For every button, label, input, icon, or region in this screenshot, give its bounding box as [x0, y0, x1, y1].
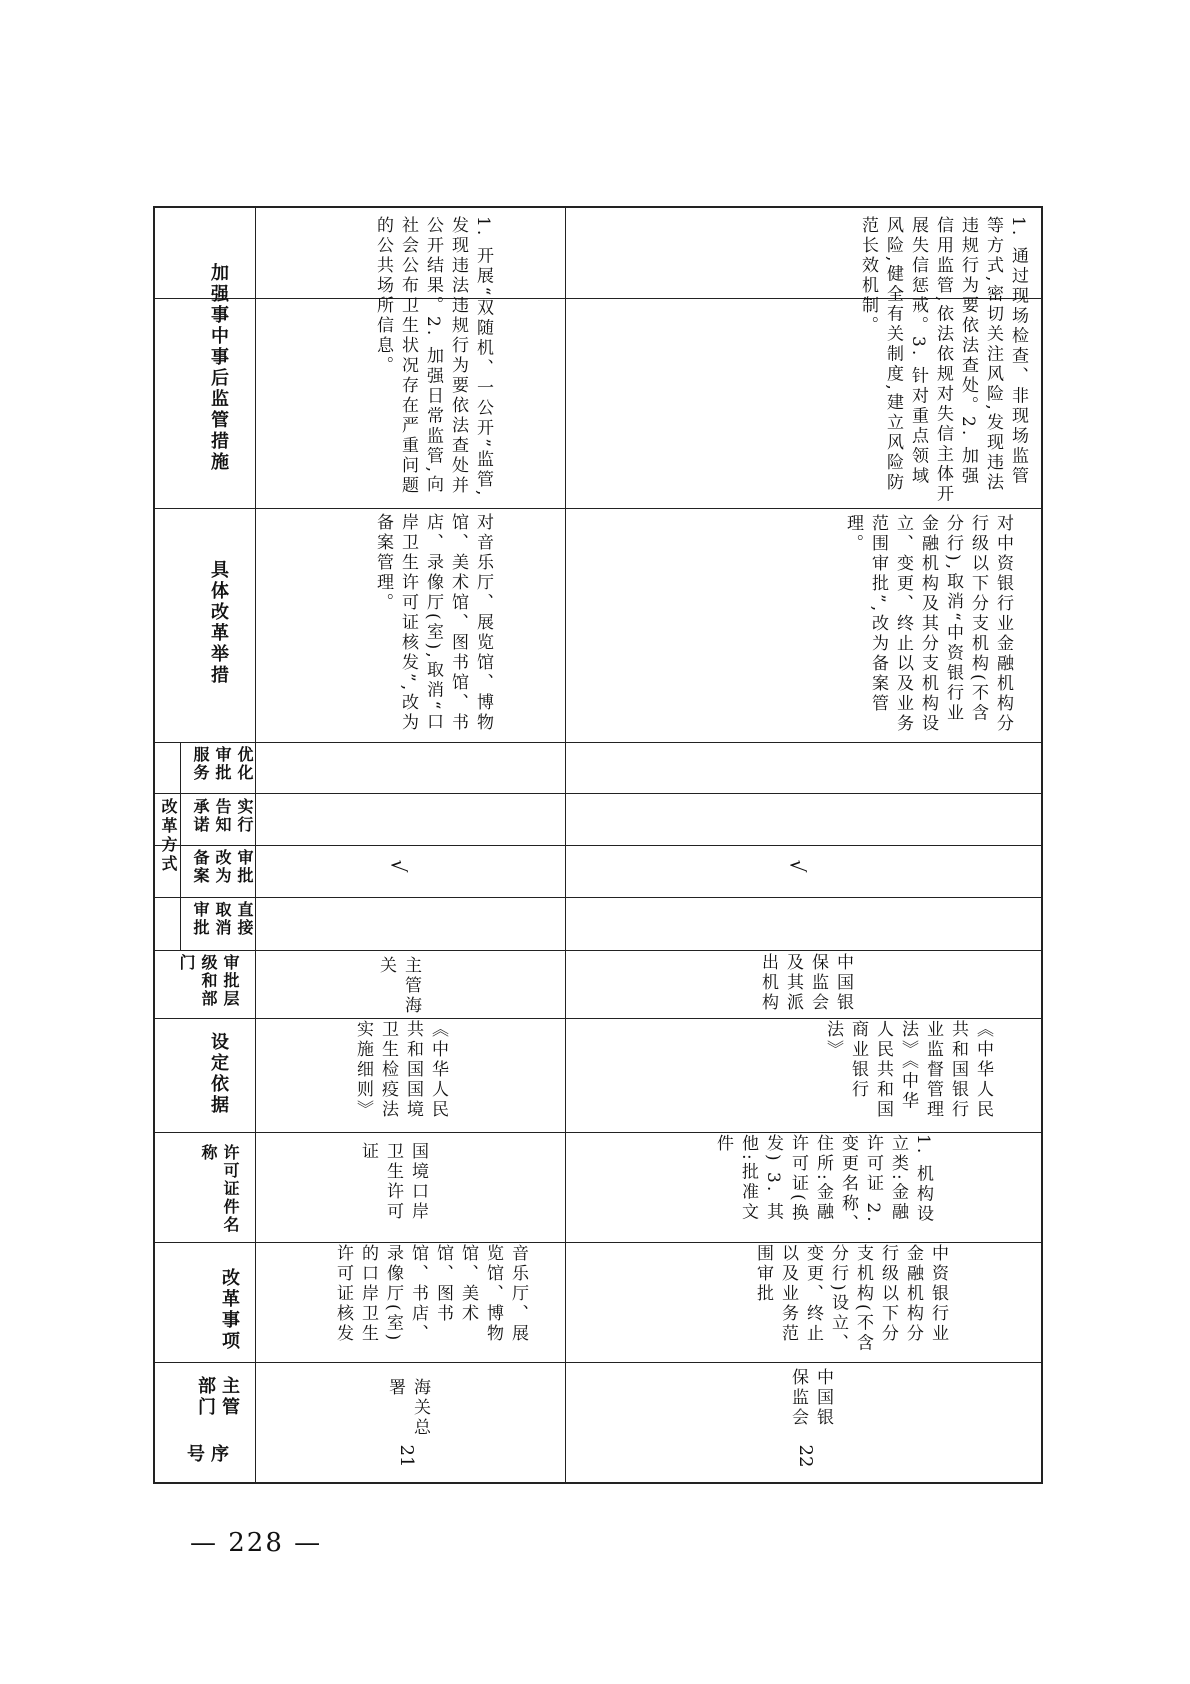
row21-dept-level: 主管海关	[376, 956, 421, 1016]
header-mode-record: 审批改为备案	[191, 849, 254, 885]
header-license: 许可证件名称	[199, 1144, 240, 1234]
row21-license: 国境口岸卫生许可证	[358, 1142, 428, 1222]
header-basis: 设定依据	[208, 1032, 229, 1116]
regulation-table	[153, 206, 1043, 1484]
row21-seq: 21	[396, 1444, 417, 1468]
row21-dept: 海关总署	[385, 1378, 430, 1438]
header-dept: 主管部门	[195, 1376, 240, 1418]
header-mode-optimize: 优化审批服务	[191, 746, 254, 782]
row22-license: 1. 机构设立类:金融许可证 2. 变更名称、住所:金融许可证(换发) 3. 其他:批准文件	[713, 1134, 933, 1234]
page-number: — 228 —	[190, 1528, 323, 1558]
row21-basis: 《中华人民共和国国境卫生检疫法实施细则》	[353, 1020, 448, 1120]
header-reform: 具体改革举措	[208, 560, 229, 686]
row22-measures: 1. 通过现场检查、非现场监管等方式,密切关注风险,发现违法违规行为要依法查处。2. 加强信用监管,依法依规对失信主体开展失信惩戒。3. 针对重点领域风险,健全有关制度,建立风险防范长效机制。	[858, 216, 1028, 505]
row21-measures: 1. 开展“双随机、一公开”监管,发现违法违规行为要依法查处并公开结果。2. 加强日常监管,向社会公布卫生状况存在严重问题的公共场所信息。	[373, 216, 493, 499]
header-mode-group: 改革方式	[159, 798, 178, 874]
row22-dept: 中国银保监会	[788, 1368, 833, 1428]
header-dept-level: 审批层级和部门	[177, 954, 240, 1008]
header-mode-cancel: 直接取消审批	[191, 901, 254, 937]
row22-dept-level: 中国银保监会及其派出机构	[758, 953, 853, 1013]
row22-reform: 对中资银行业金融机构分行级以下分支机构(不含分行),取消“中资银行业金融机构及其分支机构设立、变更、终止以及业务范围审批”,改为备案管理。	[843, 514, 1013, 734]
row21-record-check: √	[386, 859, 411, 873]
row22-record-check: √	[785, 859, 810, 873]
row22-seq: 22	[795, 1444, 816, 1468]
header-seq: 序号	[184, 1444, 229, 1465]
row21-reform: 对音乐厅、展览馆、博物馆、美术馆、图书馆、书店、录像厅(室),取消“口岸卫生许可证核发”,改为备案管理。	[373, 513, 493, 734]
header-mode-notify: 实行告知承诺	[191, 798, 254, 834]
row22-item: 中资银行业金融机构分行级以下分支机构(不含分行)设立、变更、终止以及业务范围审批	[753, 1244, 948, 1354]
row22-basis: 《中华人民共和国银行业监督管理法》《中华人民共和国商业银行法》	[823, 1020, 993, 1120]
row21-item: 音乐厅、展览馆、博物馆、美术馆、图书馆、书店、录像厅(室)的口岸卫生许可证核发	[333, 1244, 528, 1344]
header-item: 改革事项	[219, 1268, 240, 1352]
header-measures: 加强事中事后监管措施	[208, 263, 229, 473]
